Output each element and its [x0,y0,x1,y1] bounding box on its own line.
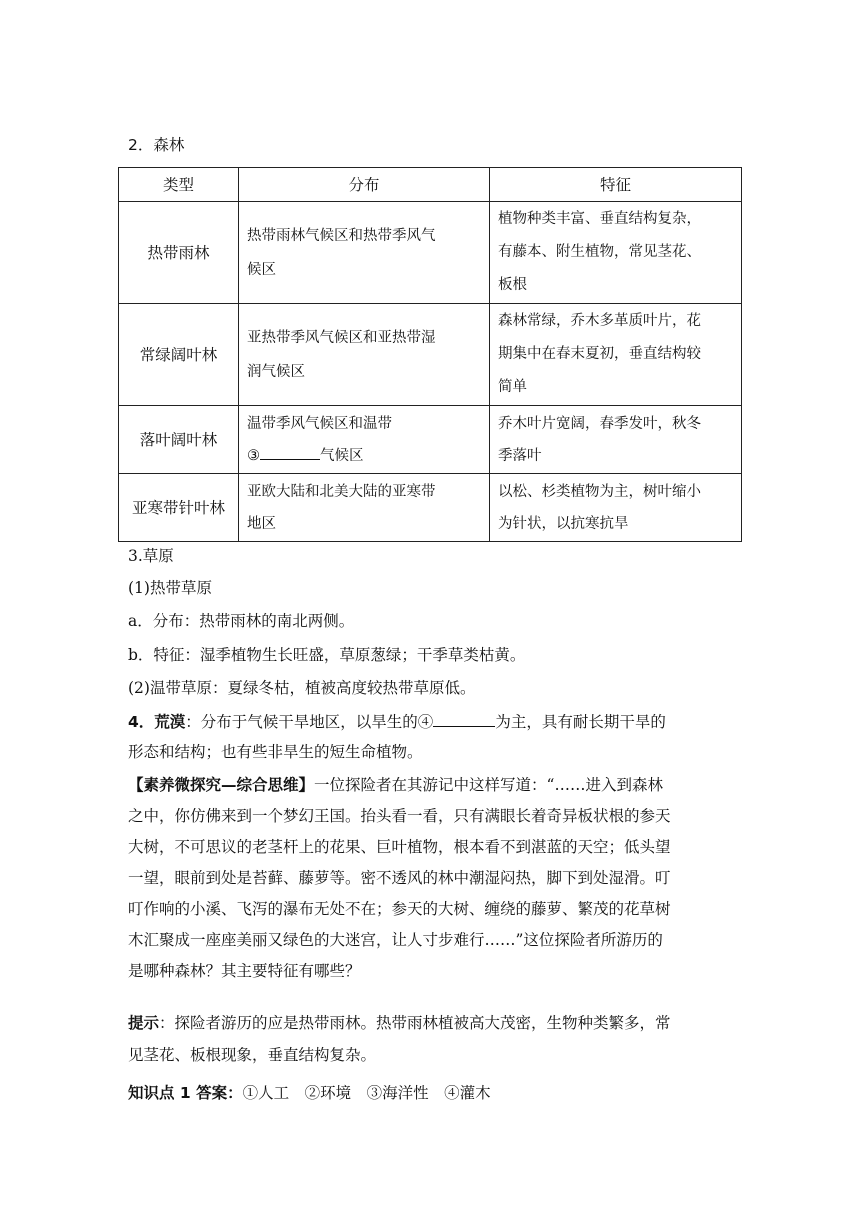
features-cell [490,474,742,542]
features-line: 森林常绿，乔木多革质叶片，花 [498,313,701,329]
section-3-heading: 3.草原 [128,547,174,565]
explore-text: 一位探险者在其游记中这样写道：“……进入到森林 [314,776,663,794]
forest-table [118,167,742,542]
type-cell: 亚寒带针叶林 [119,474,239,542]
tropical-grassland-features: b．特征：湿季植物生长旺盛，草原葱绿；干季草类枯黄。 [128,646,526,664]
explore-line1 [128,774,663,796]
features-cell [490,304,742,406]
distribution-line: 亚欧大陆和北美大陆的亚寒带 [247,483,436,500]
fill-in-blank [433,710,495,727]
distribution-line-with-blank [247,440,481,472]
header-type: 类型 [119,168,239,202]
distribution-line: 亚热带季风气候区和亚热带湿 [247,329,436,346]
explore-line: 木汇聚成一座座美丽又绿色的大迷宫，让人寸步难行……”这位探险者所游历的 [128,931,663,949]
hint-text: ：探险者游历的应是热带雨林。热带雨林植被高大茂密，生物种类繁多，常 [159,1014,671,1032]
type-cell: 落叶阔叶林 [119,406,239,474]
distribution-suffix: 气候区 [320,447,364,464]
distribution-line: 热带雨林气候区和热带季风气 [247,227,436,244]
desert-text-cont: 为主，具有耐长期干旱的 [495,713,666,731]
answer-line [128,1082,491,1104]
table-row [119,474,742,542]
tropical-grassland-heading: (1)热带草原 [128,579,212,597]
table-row [119,406,742,474]
type-cell: 常绿阔叶林 [119,304,239,406]
features-line: 为针状，以抗寒抗旱 [498,515,629,532]
distribution-line: 润气候区 [247,363,305,380]
hint-line2: 见茎花、板根现象，垂直结构复杂。 [128,1046,377,1064]
features-cell [490,406,742,474]
temperate-grassland: (2)温带草原：夏绿冬枯，植被高度较热带草原低。 [128,679,476,697]
features-line: 乔木叶片宽阔，春季发叶，秋冬 [498,415,701,432]
answer-items: ①人工 ②环境 ③海洋性 ④灌木 [242,1084,491,1102]
explore-line: 一望，眼前到处是苔藓、藤萝等。密不透风的林中潮湿闷热，脚下到处湿滑。叮 [128,869,671,887]
table-header-row [119,168,742,202]
tropical-grassland-distribution: a．分布：热带雨林的南北两侧。 [128,612,355,630]
blank-marker: ③ [247,447,260,464]
features-line: 植物种类丰富、垂直结构复杂， [498,211,701,227]
features-line: 简单 [498,379,527,395]
header-distribution: 分布 [239,168,490,202]
features-line: 期集中在春末夏初，垂直结构较 [498,346,701,362]
distribution-cell [239,474,490,542]
table-row [119,304,742,406]
section-4-line1 [128,710,666,733]
explore-line: 叮作响的小溪、飞泻的瀑布无处不在；参天的大树、缠绕的藤萝、繁茂的花草树 [128,900,671,918]
explore-line: 之中，你仿佛来到一个梦幻王国。抬头看一看，只有满眼长着奇异板状根的参天 [128,807,671,825]
distribution-line: 温带季风气候区和温带 [247,415,392,432]
distribution-line: 候区 [247,261,276,278]
features-line: 板根 [498,277,527,293]
hint-line1 [128,1012,671,1034]
section-2-heading: 2．森林 [128,136,185,154]
explore-line: 是哪种森林？其主要特征有哪些？ [128,962,361,980]
explore-label: 【素养微探究—综合思维】 [128,776,315,794]
answer-label: 知识点 1 答案： [128,1084,243,1102]
distribution-cell [239,304,490,406]
distribution-line: 地区 [247,515,276,532]
hint-label: 提示 [128,1014,160,1032]
features-cell [490,202,742,304]
type-cell: 热带雨林 [119,202,239,304]
table-row [119,202,742,304]
fill-in-blank [260,443,320,460]
features-line: 季落叶 [498,447,542,464]
features-line: 以松、杉类植物为主，树叶缩小 [498,483,701,500]
distribution-cell [239,406,490,474]
header-features: 特征 [490,168,742,202]
distribution-cell [239,202,490,304]
section-4-line2: 形态和结构；也有些非旱生的短生命植物。 [128,743,423,761]
desert-label: 4．荒漠 [128,713,186,731]
explore-line: 大树，不可思议的老茎杆上的花果、巨叶植物，根本看不到湛蓝的天空；低头望 [128,838,671,856]
features-line: 有藤本、附生植物，常见茎花、 [498,244,701,260]
desert-text: ：分布于气候干旱地区，以旱生的④ [185,713,434,731]
